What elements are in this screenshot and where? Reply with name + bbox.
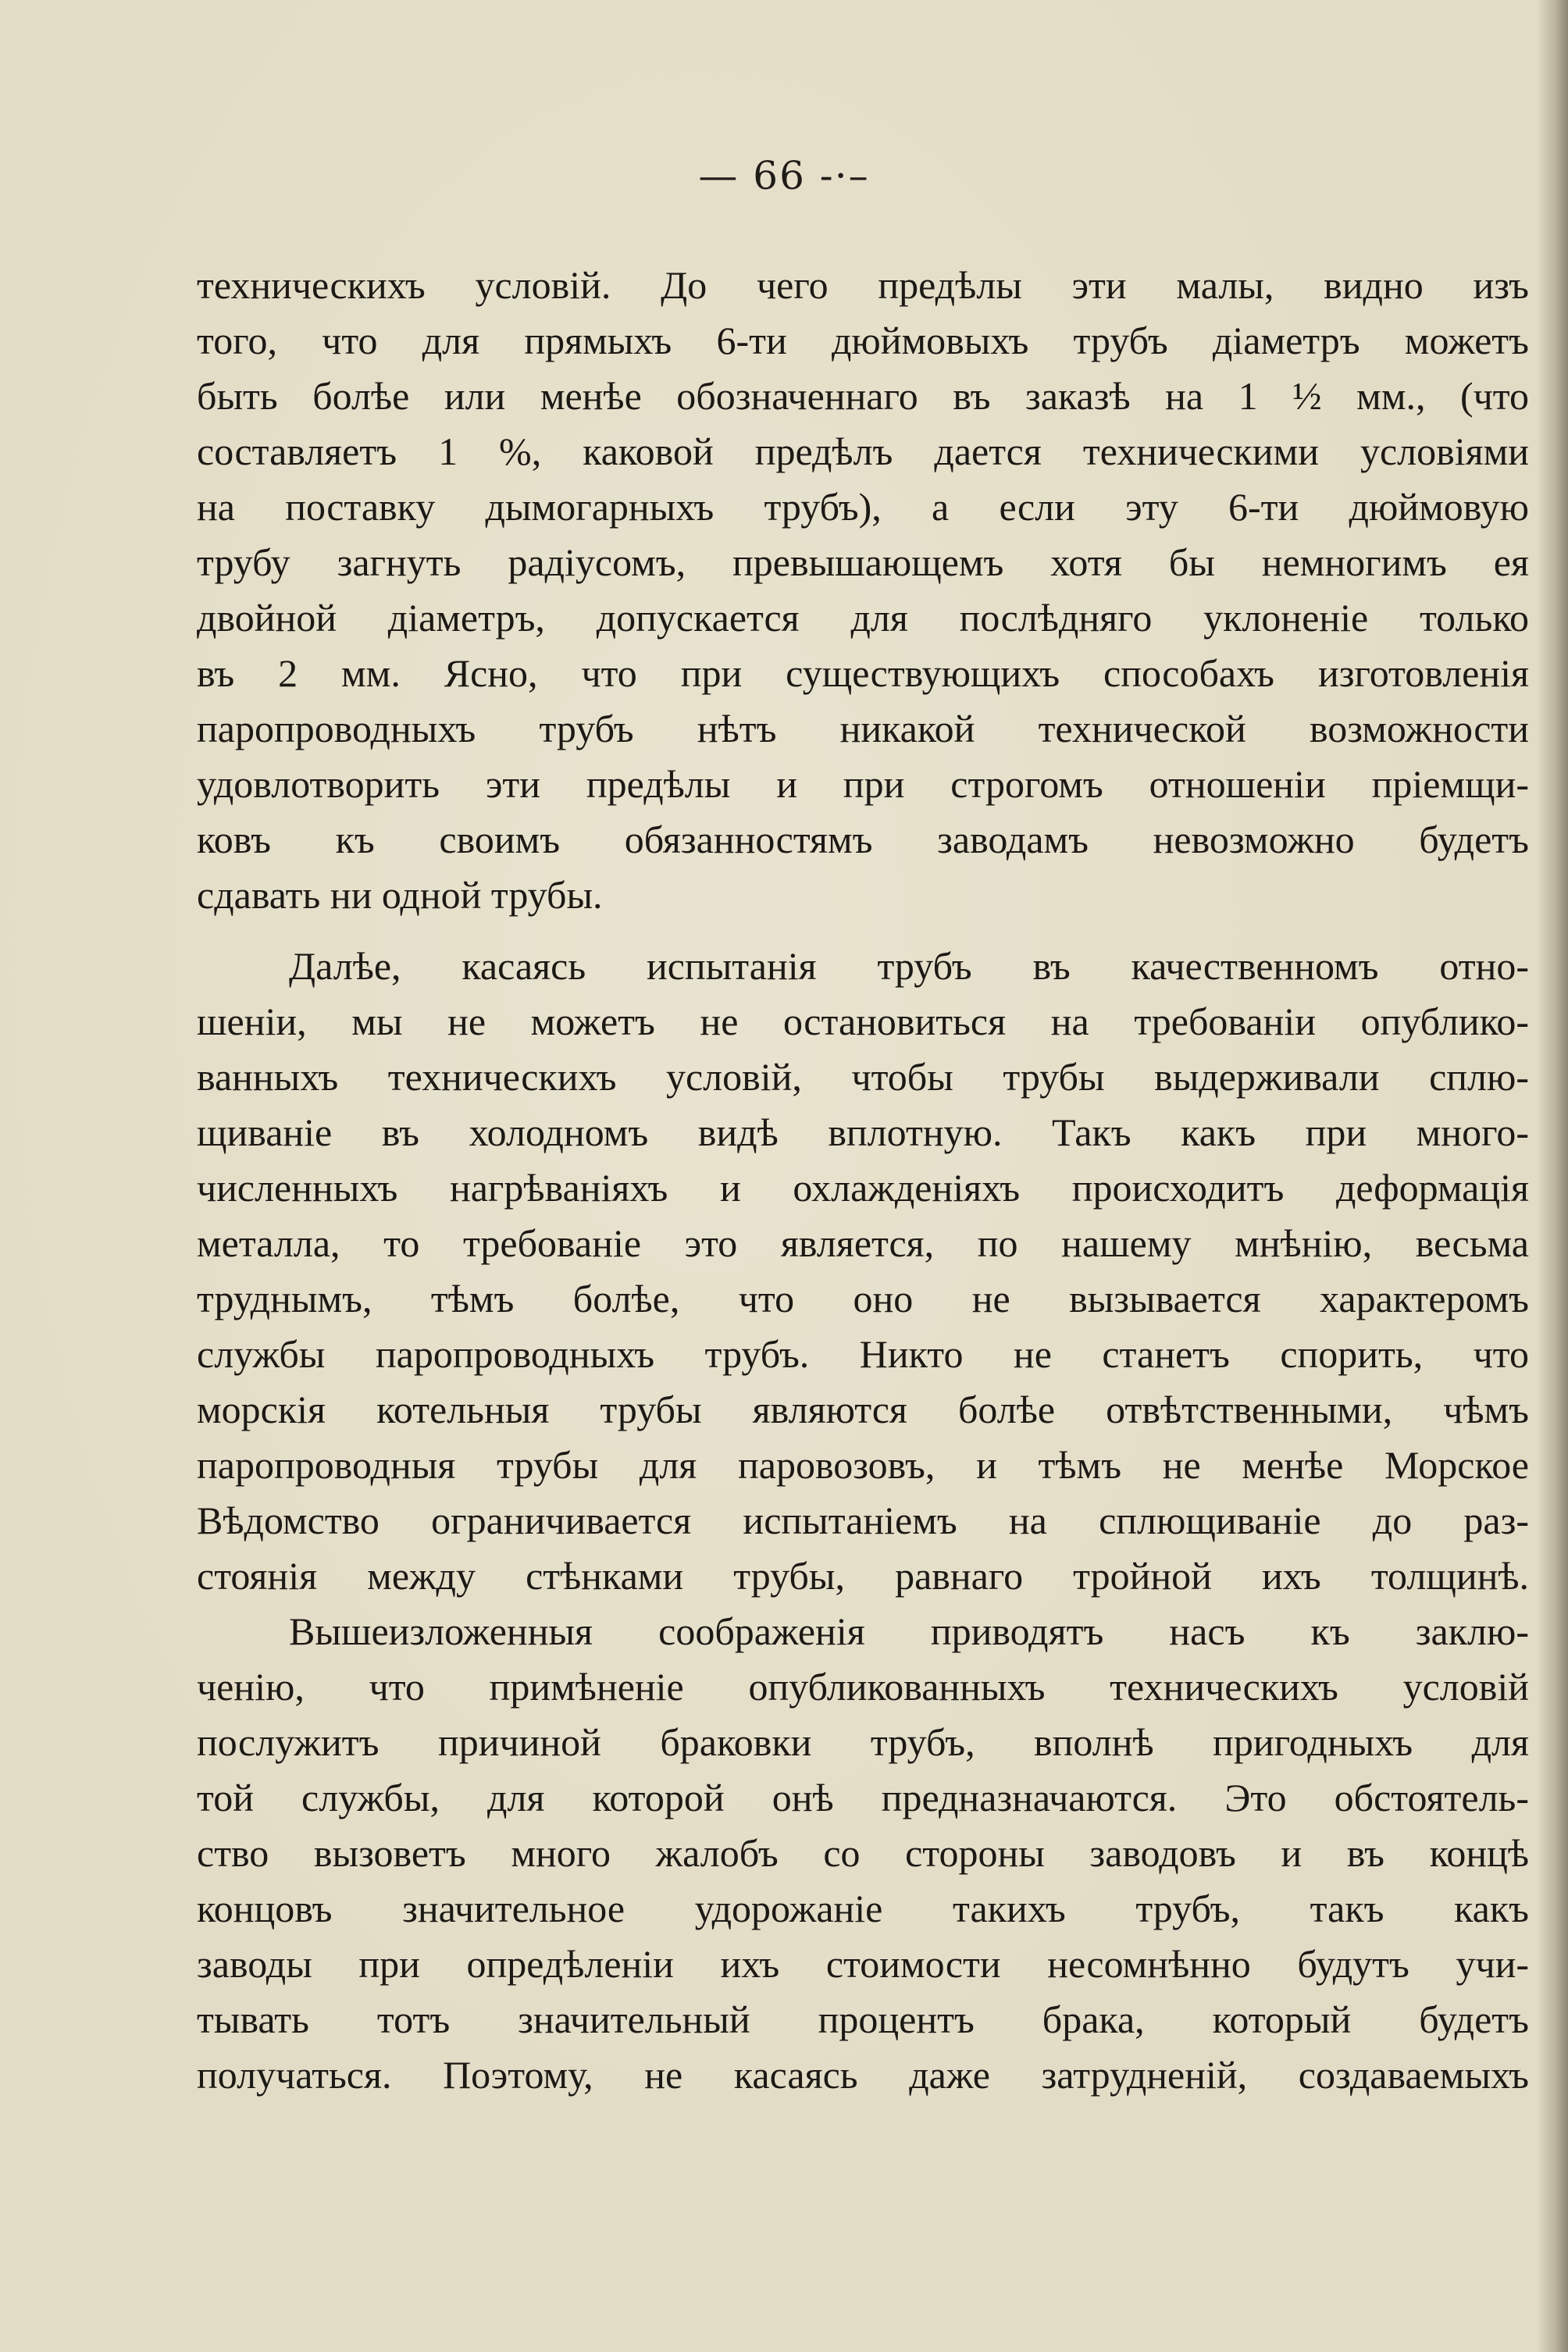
- text-line: техническихъ условій. До чего предѣлы эти малы, видно изъ: [197, 263, 1529, 307]
- paragraph-2: [197, 939, 1529, 1604]
- text-line: того, что для прямыхъ 6-ти дюймовыхъ трубъ діаметръ можетъ: [197, 319, 1529, 362]
- text-line: Далѣе, касаясь испытанія трубъ въ качественномъ отно-: [289, 944, 1529, 988]
- binding-shadow: [1537, 0, 1568, 2352]
- text-line: двойной діаметръ, допускается для послѣдняго уклоненіе только: [197, 596, 1529, 640]
- text-line: численныхъ нагрѣваніяхъ и охлажденіяхъ происходитъ деформація: [197, 1166, 1529, 1210]
- text-line: паропроводныхъ трубъ нѣтъ никакой технической возможности: [197, 707, 1529, 750]
- text-line: сдавать ни одной трубы.: [197, 873, 603, 917]
- text-line: Вѣдомство ограничивается испытаніемъ на сплющиваніе до раз-: [197, 1499, 1529, 1542]
- text-line: тывать тотъ значительный процентъ брака, который будетъ: [197, 1997, 1529, 2041]
- paragraph-1: [197, 258, 1529, 923]
- text-line: металла, то требованіе это является, по нашему мнѣнію, весьма: [197, 1221, 1529, 1265]
- text-line: концовъ значительное удорожаніе такихъ трубъ, такъ какъ: [197, 1887, 1529, 1930]
- text-line: той службы, для которой онѣ предназначаются. Это обстоятель-: [197, 1776, 1529, 1819]
- text-line: службы паропроводныхъ трубъ. Никто не станетъ спорить, что: [197, 1332, 1529, 1376]
- text-line: быть болѣе или менѣе обозначеннаго въ заказѣ на 1 ½ мм., (что: [197, 374, 1529, 418]
- text-line: послужитъ причиной браковки трубъ, вполнѣ пригодныхъ для: [197, 1720, 1529, 1764]
- text-line: ванныхъ техническихъ условій, чтобы трубы выдерживали сплю-: [197, 1055, 1529, 1099]
- text-line: стоянія между стѣнками трубы, равнаго тройной ихъ толщинѣ.: [197, 1554, 1529, 1598]
- text-line: паропроводныя трубы для паровозовъ, и тѣмъ не менѣе Морское: [197, 1443, 1529, 1487]
- page-number: — 66 -·–: [698, 153, 870, 198]
- text-line: ство вызоветъ много жалобъ со стороны заводовъ и въ концѣ: [197, 1831, 1529, 1875]
- text-line: на поставку дымогарныхъ трубъ), а если эту 6-ти дюймовую: [197, 485, 1529, 529]
- text-line: морскія котельныя трубы являются болѣе отвѣтственными, чѣмъ: [197, 1388, 1529, 1431]
- paragraph-3: [197, 1604, 1529, 2103]
- text-line: ковъ къ своимъ обязанностямъ заводамъ невозможно будетъ: [197, 818, 1529, 861]
- text-line: Вышеизложенныя соображенія приводятъ насъ къ заклю-: [289, 1609, 1529, 1653]
- text-line: заводы при опредѣленіи ихъ стоимости несомнѣнно будутъ учи-: [197, 1942, 1529, 1986]
- text-line: въ 2 мм. Ясно, что при существующихъ способахъ изготовленія: [197, 651, 1529, 695]
- text-line: ченію, что примѣненіе опубликованныхъ техническихъ условій: [197, 1665, 1529, 1709]
- text-line: труднымъ, тѣмъ болѣе, что оно не вызывается характеромъ: [197, 1277, 1529, 1320]
- body-text: [197, 258, 1529, 2103]
- text-line: составляетъ 1 %, каковой предѣлъ дается техническими условіями: [197, 429, 1529, 473]
- text-line: трубу загнуть радіусомъ, превышающемъ хотя бы немногимъ ея: [197, 540, 1529, 584]
- text-line: щиваніе въ холодномъ видѣ вплотную. Такъ какъ при много-: [197, 1110, 1529, 1154]
- text-line: удовлотворить эти предѣлы и при строгомъ отношеніи пріемщи-: [197, 762, 1529, 806]
- text-line: шеніи, мы не можетъ не остановиться на требованіи опублико-: [197, 1000, 1529, 1043]
- text-line: получаться. Поэтому, не касаясь даже затрудненій, создаваемыхъ: [197, 2053, 1529, 2097]
